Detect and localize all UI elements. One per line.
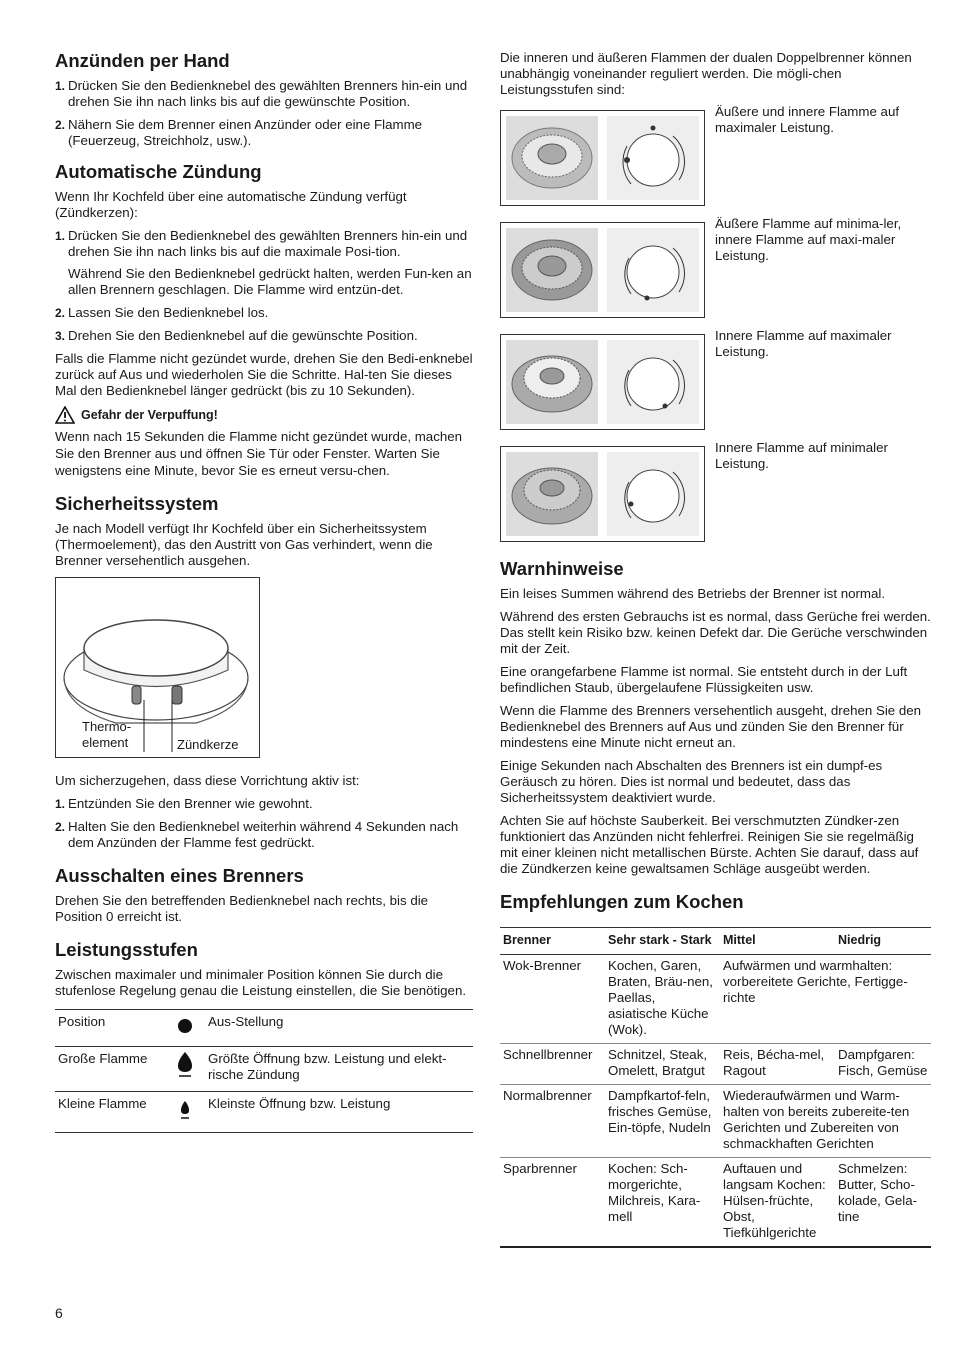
- table-row: [500, 1158, 931, 1248]
- burner-knob-figure: [500, 334, 705, 430]
- table-cell: Kochen: Sch-morgerichte, Milchreis, Kara-mell: [605, 1158, 720, 1248]
- knob-inner-min-icon: [607, 452, 699, 536]
- list-item: 1. Drücken Sie den Bedienknebel des gewählten Brenners hin-ein und drehen Sie ihn nach links bis auf die gewünschte Position.: [55, 78, 468, 109]
- table-cell: Normalbrenner: [500, 1085, 605, 1158]
- list-item: 2. Nähern Sie dem Brenner einen Anzünder oder eine Flamme (Feuerzeug, Streichholz, usw.).: [55, 117, 423, 148]
- burner-image-icon: [506, 340, 598, 424]
- table-header-row: [500, 928, 931, 955]
- table-cell: Wok-Brenner: [500, 955, 605, 1044]
- off-dot-icon: [176, 1014, 194, 1034]
- list-item: 1. Drücken Sie den Bedienknebel des gewählten Brenners hin-ein und drehen Sie ihn nach links bis auf die maximale Posi-tion. Während Sie den Bedienknebel gedrückt halten, werden Fun-ken an allen Brennern geschlagen. Die Flamme wird entzün-det.: [55, 228, 472, 297]
- table-row: [500, 1085, 931, 1158]
- table-cell: Dampfgaren: Fisch, Gemüse: [835, 1044, 931, 1085]
- table-cell: Dampfkartof-feln, frisches Gemüse, Ein-töpfe, Nudeln: [605, 1085, 720, 1158]
- flame-level-text: Äußere Flamme auf minima-ler, innere Flamme auf maxi-maler Leistung.: [715, 216, 902, 263]
- table-header: Sehr stark - Stark: [605, 928, 720, 955]
- table-row: [55, 1092, 473, 1133]
- flame-level-row: [500, 104, 931, 206]
- table-cell: Aus-Stellung: [205, 1010, 473, 1047]
- knob-max-max-icon: [607, 116, 699, 200]
- power-levels-table: [55, 1009, 473, 1133]
- safety-check-intro: Um sicherzugehen, dass diese Vorrichtung aktiv ist:: [55, 773, 360, 788]
- list-item: 2. Lassen Sie den Bedienknebel los.: [55, 305, 269, 320]
- table-row: [55, 1010, 473, 1047]
- retry-paragraph: Falls die Flamme nicht gezündet wurde, drehen Sie den Bedi-enknebel zurück auf Aus und wiederholen Sie die Schritte. Hal-ten Sie dieses Mal den Bedienknebel länger gedrückt (bis zu 10 Sekunden).: [55, 351, 473, 398]
- manual-ignition-steps: [55, 78, 473, 149]
- burner-image-icon: [506, 116, 598, 200]
- dual-burner-intro: Die inneren und äußeren Flammen der dualen Doppelbrenner können unabhängig voneinander reguliert werden. Die mögli-chen Leistungsstufen sind:: [500, 50, 912, 97]
- table-cell: Aufwärmen und warmhalten: vorbereitete Gerichte, Fertigge-richte: [720, 955, 931, 1044]
- table-cell: Wiederaufwärmen und Warm-halten von bereits zubereite-ten Gerichten und Zubereiten von schmackhaften Gerichten: [720, 1085, 931, 1158]
- table-cell: Schnitzel, Steak, Omelett, Bratgut: [605, 1044, 720, 1085]
- table-row: [55, 1047, 473, 1092]
- heading-warnings: Warnhinweise: [500, 558, 624, 579]
- warning-paragraph: Einige Sekunden nach Abschalten des Brenners ist ein dumpf-es Geräusch zu hören. Dies ist normal und bedeutet, dass das Sicherheitssystem deaktiviert wurde.: [500, 758, 883, 805]
- knob-min-max-icon: [607, 228, 699, 312]
- auto-ignition-steps: [55, 228, 473, 344]
- cooking-table: [500, 927, 931, 1248]
- heading-power-levels: Leistungsstufen: [55, 939, 198, 960]
- heading-safety-system: Sicherheitssystem: [55, 493, 219, 514]
- table-cell: Reis, Bécha-mel, Ragout: [720, 1044, 835, 1085]
- list-item: 1. Entzünden Sie den Brenner wie gewohnt.: [55, 796, 313, 811]
- warning-paragraph: Wenn die Flamme des Brenners versehentlich ausgeht, drehen Sie den Bedienknebel des Brenners auf Aus und zünden Sie den Brenner für mindestens eine Minute nicht erneut an.: [500, 703, 922, 750]
- flame-level-row: [500, 216, 931, 318]
- thermocouple-figure: [55, 577, 260, 758]
- table-cell: [173, 1047, 205, 1092]
- flame-level-text: Innere Flamme auf maximaler Leistung.: [715, 328, 892, 359]
- large-flame-icon: [176, 1051, 194, 1077]
- warning-text: Wenn nach 15 Sekunden die Flamme nicht gezündet wurde, machen Sie den Brenner aus und öffnen Sie Tür oder Fenster. Warten Sie wenigstens eine Minute, bevor Sie es erneut versu-chen.: [55, 429, 463, 478]
- burner-knob-figure: [500, 446, 705, 542]
- table-cell: Große Flamme: [55, 1047, 173, 1092]
- burner-image-icon: [506, 228, 598, 312]
- table-cell: Auftauen und langsam Kochen: Hülsen-früchte, Obst, Tiefkühlgerichte: [720, 1158, 835, 1248]
- table-cell: Schmelzen: Butter, Scho-kolade, Gela-tine: [835, 1158, 931, 1248]
- switch-off-text: Drehen Sie den betreffenden Bedienknebel nach rechts, bis die Position 0 erreicht ist.: [55, 893, 429, 924]
- flame-level-row: [500, 328, 931, 430]
- table-cell: Schnellbrenner: [500, 1044, 605, 1085]
- figure-label-thermocouple: Thermo-element: [82, 719, 132, 750]
- figure-label-spark-plug: Zündkerze: [177, 737, 239, 752]
- warning-paragraph: Ein leises Summen während des Betriebs der Brenner ist normal.: [500, 586, 886, 601]
- flame-level-row: [500, 440, 931, 542]
- warning-paragraph: Eine orangefarbene Flamme ist normal. Sie entsteht durch in der Luft befindlichen Staub, übergelaufene Flüssigkeiten usw.: [500, 664, 908, 695]
- burner-image-icon: [506, 452, 598, 536]
- list-item: 2. Halten Sie den Bedienknebel weiterhin während 4 Sekunden nach dem Anzünden der Flamme fest gedrückt.: [55, 819, 459, 850]
- warning-paragraph: Während des ersten Gebrauchs ist es normal, dass Gerüche frei werden. Das stellt kein Risiko bzw. keinen Defekt dar. Die Gerüche verschwinden mit der Zeit.: [500, 609, 931, 656]
- burner-knob-figure: [500, 110, 705, 206]
- burner-knob-figure: [500, 222, 705, 318]
- table-cell: [173, 1010, 205, 1047]
- table-header: Niedrig: [835, 928, 931, 955]
- heading-switch-off: Ausschalten eines Brenners: [55, 865, 304, 886]
- table-cell: [173, 1092, 205, 1133]
- heading-manual-ignition: Anzünden per Hand: [55, 50, 230, 71]
- safety-check-steps: [55, 796, 473, 851]
- list-item: 3. Drehen Sie den Bedienknebel auf die gewünschte Position.: [55, 328, 418, 343]
- knob-inner-max-icon: [607, 340, 699, 424]
- table-row: [500, 955, 931, 1044]
- table-cell: Größte Öffnung bzw. Leistung und elekt-rische Zündung: [205, 1047, 473, 1092]
- auto-ignition-intro: Wenn Ihr Kochfeld über eine automatische Zündung verfügt (Zündkerzen):: [55, 189, 407, 220]
- table-cell: Kleine Flamme: [55, 1092, 173, 1133]
- table-cell: Position: [55, 1010, 173, 1047]
- heading-cooking-recommendations: Empfehlungen zum Kochen: [500, 891, 744, 912]
- page-number: 6: [55, 1305, 63, 1321]
- small-flame-icon: [176, 1096, 194, 1120]
- flame-level-text: Äußere und innere Flamme auf maximaler Leistung.: [715, 104, 900, 135]
- flame-level-text: Innere Flamme auf minimaler Leistung.: [715, 440, 888, 471]
- warning-heading: Gefahr der Verpuffung!: [55, 406, 473, 424]
- right-column: [500, 50, 931, 1248]
- table-cell: Kochen, Garen, Braten, Bräu-nen, Paellas, asiatische Küche (Wok).: [605, 955, 720, 1044]
- table-cell: Kleinste Öffnung bzw. Leistung: [205, 1092, 473, 1133]
- power-levels-text: Zwischen maximaler und minimaler Position können Sie durch die stufenlose Regelung genau die Leistung einstellen, die Sie benötigen.: [55, 967, 467, 998]
- table-cell: Sparbrenner: [500, 1158, 605, 1248]
- heading-automatic-ignition: Automatische Zündung: [55, 161, 262, 182]
- safety-intro: Je nach Modell verfügt Ihr Kochfeld über ein Sicherheitssystem (Thermoelement), das den Austritt von Gas verhindert, wenn die Brenner versehentlich ausgehen.: [55, 521, 433, 568]
- left-column: [55, 50, 473, 1133]
- table-header: Brenner: [500, 928, 605, 955]
- table-row: [500, 1044, 931, 1085]
- warning-triangle-icon: [55, 406, 75, 424]
- table-header: Mittel: [720, 928, 835, 955]
- warning-paragraph: Achten Sie auf höchste Sauberkeit. Bei verschmutzten Zündker-zen funktioniert das Anzünden nicht fehlerfrei. Reinigen Sie sie regelmäßig mit einer kleinen nicht metallischen Bürste. Achten Sie darauf, dass auf die Zündkerzen keine gewaltsamen Schläge ausgeübt werden.: [500, 813, 919, 876]
